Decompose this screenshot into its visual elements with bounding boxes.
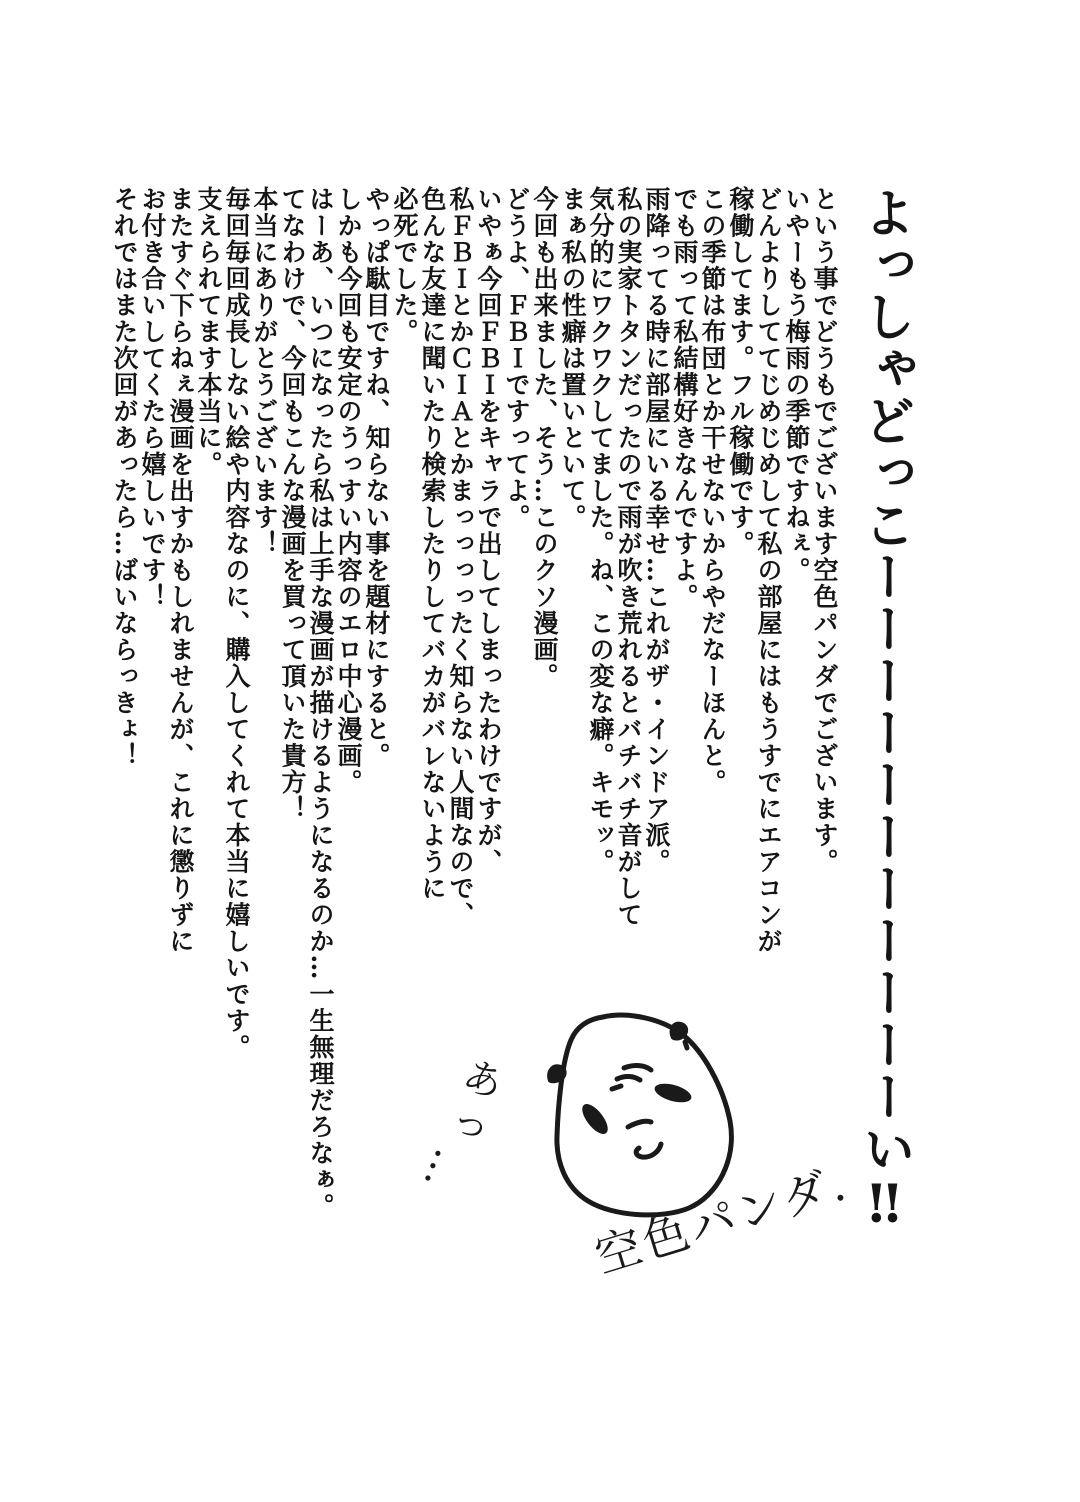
- afterword-column: 必死でした。: [390, 186, 419, 345]
- afterword-column: それではまた次回があったら…ばいならっきょ！: [110, 186, 139, 769]
- afterword-column: この季節は布団とか干せないからやだなーほんと。: [698, 186, 727, 796]
- afterword-column: 稼働してます。フル稼働です。: [726, 186, 755, 557]
- afterword-column: 色んな友達に聞いたり検索したりしてバカがバレないように: [418, 186, 447, 902]
- afterword-column: 毎回毎回成長しない絵や内容なのに、購入してくれて本当に嬉しいです。: [222, 186, 251, 1061]
- afterword-column: いやぁ今回ＦＢＩをキャラで出してしまったわけですが、: [474, 186, 503, 875]
- afterword-column: でも雨って私結構好きなんですよ。: [670, 186, 699, 610]
- afterword-column: 今回も出来ました、そう…このクソ漫画。: [530, 186, 559, 690]
- afterword-column: まぁ私の性癖は置いといて。: [558, 186, 587, 531]
- afterword-column: 支えられてます本当に。: [194, 186, 223, 478]
- afterword-column: 雨降ってる時に部屋にいる幸せ…これがザ・インドア派。: [642, 186, 671, 875]
- left-eye: [578, 1100, 613, 1138]
- afterword-column: 私ＦＢＩとかＣＩＡとかまっっっったく知らない人間なので、: [446, 186, 475, 928]
- afterword-heading: よっしゃどっこーーーーーーーーーーーい‼: [854, 186, 915, 1235]
- eyebrow-stroke-top: [624, 1066, 651, 1070]
- afterword-column: いやーもう梅雨の季節ですねぇ。: [782, 186, 811, 584]
- afterword-column: はーあ、いつになったら私は上手な漫画が描けるようになるのか…一生無理だろなぁ。: [306, 186, 335, 1220]
- nose-stroke: [628, 1121, 651, 1127]
- eyebrow-stroke-bottom: [612, 1086, 621, 1089]
- afterword-column: お付き合いしてくたら嬉しいです！: [138, 186, 167, 610]
- left-ear-tuft: [548, 1065, 565, 1082]
- mouth-squiggle: [636, 1144, 661, 1157]
- afterword-column: どうよ、ＦＢＩですってよ。: [502, 186, 531, 531]
- afterword-column: どんよりしててじめじめして私の部屋にはもうすでにエアコンが: [754, 186, 783, 955]
- right-eye: [653, 1080, 694, 1106]
- artist-signature: 空色パンダ.: [588, 1155, 855, 1284]
- afterword-column: 気分的にワクワクしてました。ね、この変な癖。キモッ。: [586, 186, 615, 875]
- afterword-column: 本当にありがとうございます！: [250, 186, 279, 557]
- afterword-column: しかも今回も安定のうっすい内容のエロ中心漫画。: [334, 186, 363, 796]
- afterword-column: という事でどうもでございます空色パンダでございます。: [810, 186, 839, 875]
- right-ear-dot: [685, 1042, 687, 1048]
- face-outline: [557, 1015, 731, 1215]
- afterword-column: てなわけで、今回もこんな漫画を買って頂いた貴方！: [278, 186, 307, 822]
- afterword-column: やっぱ駄目ですね、知らない事を題材にすると。: [362, 186, 391, 769]
- right-ear-tuft: [671, 1023, 688, 1040]
- doodle-exclamation: あっ…: [410, 1049, 510, 1207]
- afterword-column: 私の実家トタンだったので雨が吹き荒れるとバチバチ音がして: [614, 186, 643, 928]
- eyebrow-stroke-middle: [617, 1076, 640, 1080]
- afterword-column: またすぐ下らねぇ漫画を出すかもしれませんが、これに懲りずに: [166, 186, 195, 955]
